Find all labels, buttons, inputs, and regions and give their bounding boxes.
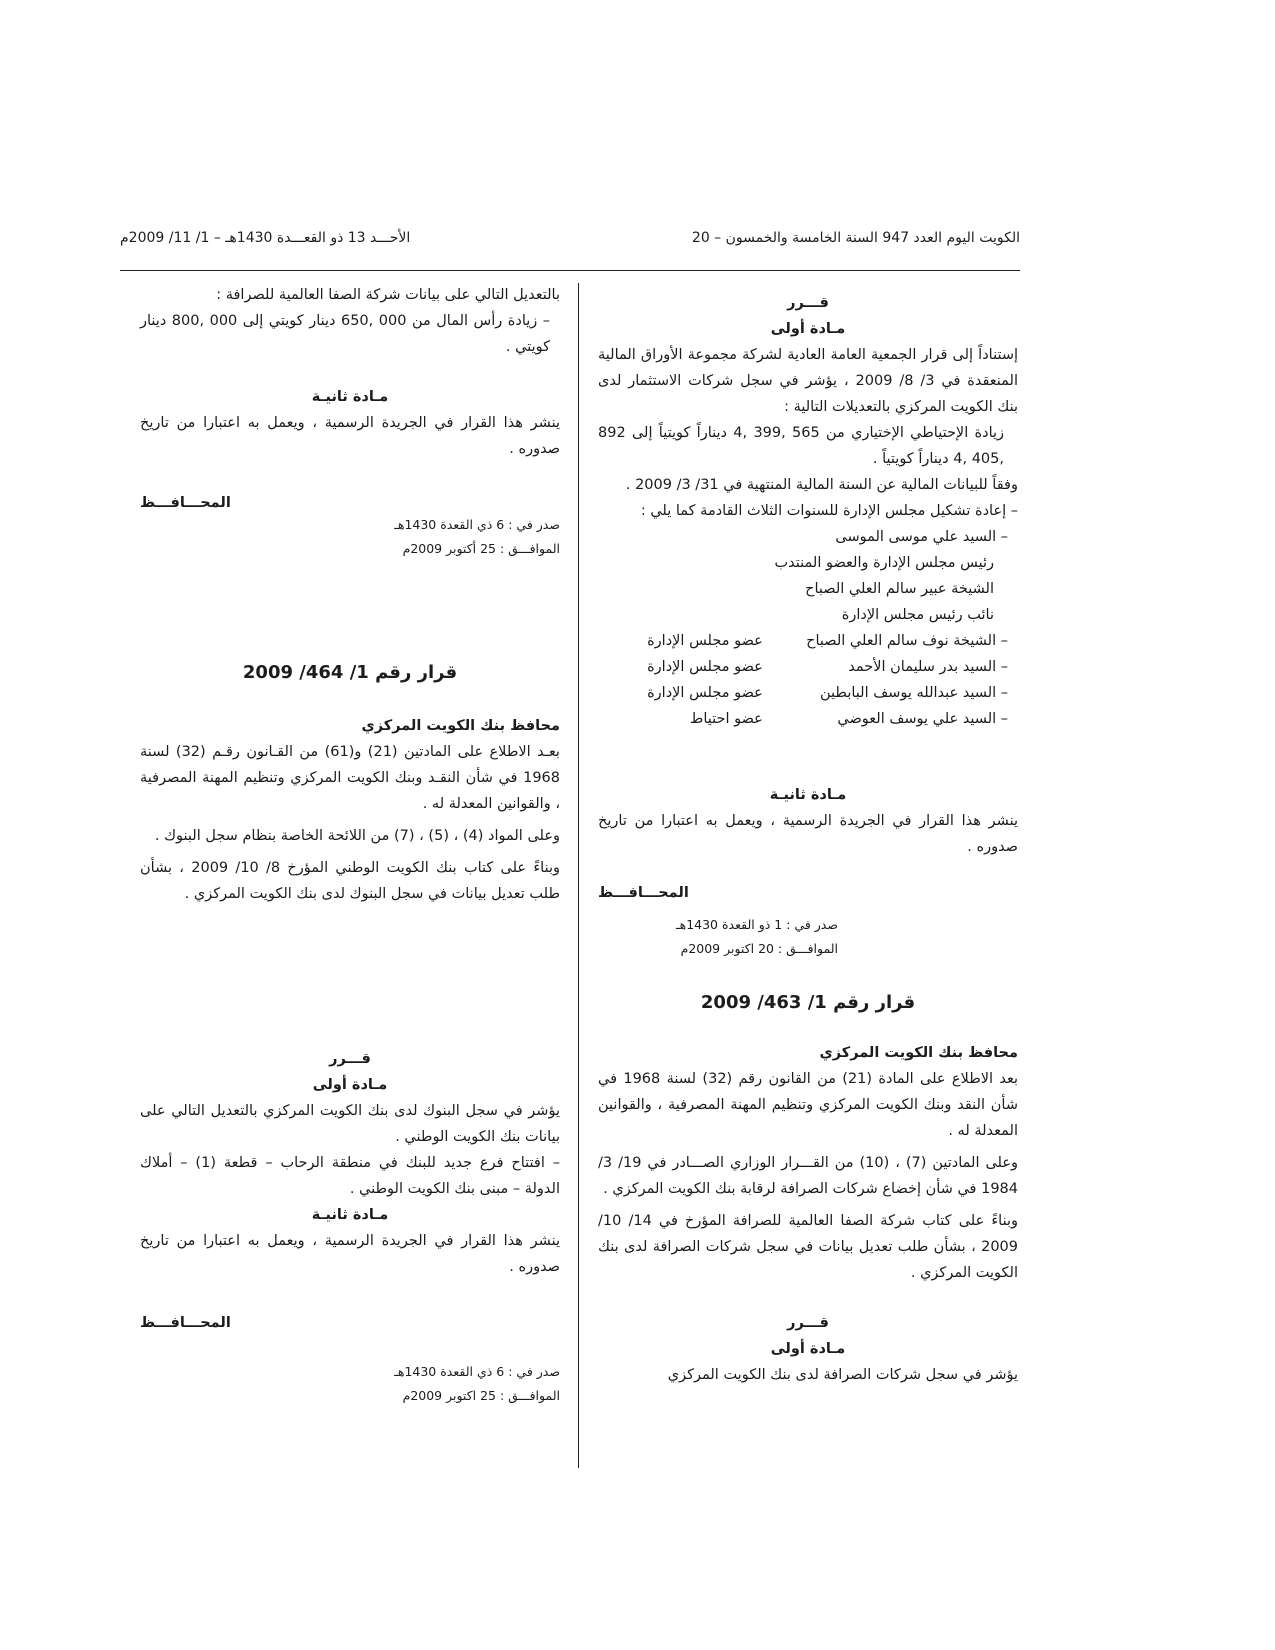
article-2-title: مـادة ثانيـة <box>311 389 389 405</box>
left-article-2 <box>140 384 560 462</box>
board-member-row <box>598 706 1018 732</box>
issue-date: صدر في : 6 ذي القعدة 1430هـ <box>394 1364 560 1379</box>
decision-464-article-1-item: – افتتاح فرع جديد للبنك في منطقة الرحاب – قطعة (1) – أملاك الدولة – مبنى بنك الكويت الوطني . <box>140 1155 561 1197</box>
decision-463-article-1-text: يؤشر في سجل شركات الصرافة لدى بنك الكويت المركزي <box>667 1367 1018 1383</box>
left-issue-dates-2 <box>140 1360 560 1408</box>
board-member-name: – السيد علي يوسف العوضي <box>837 711 1008 727</box>
capital-increase-item: – زيادة رأس المال من 000 ,650 دينار كويتي إلى 000 ,800 دينار كويتي . <box>140 313 551 355</box>
decision-464-article-1-title: مـادة أولى <box>312 1077 388 1093</box>
decision-464-articles <box>140 1046 560 1280</box>
right-signature-block <box>598 880 1018 906</box>
board-member-role: عضو مجلس الإدارة <box>647 633 763 649</box>
governor-signature: المحـــافـــظ <box>140 495 231 511</box>
board-member-role: عضو مجلس الإدارة <box>647 659 763 675</box>
article-2-title: مـادة ثانيـة <box>769 787 847 803</box>
left-column-block-1 <box>140 282 560 360</box>
issue-date: صدر في : 6 ذي القعدة 1430هـ <box>394 517 560 532</box>
decision-463-paragraph-3: وبناءً على كتاب شركة الصفا العالمية للصرافة المؤرخ في 14/ 10/ 2009 ، بشأن طلب تعديل بيانات في سجل شركات الصرافة لدى بنك الكويت المركزي . <box>598 1213 1018 1281</box>
decision-464-body <box>140 713 560 907</box>
decision-463-article-1-title: مـادة أولى <box>770 1341 846 1357</box>
decision-464-article-2-title: مـادة ثانيـة <box>311 1207 389 1223</box>
header-date: الأحـــد 13 ذو القعـــدة 1430هـ – 1/ 11/ 2009م <box>120 230 411 246</box>
board-member-name: – السيد عبدالله يوسف البابطين <box>820 685 1008 701</box>
corresponding-date: الموافـــق : 25 أكتوبر 2009م <box>402 541 560 556</box>
right-issue-dates <box>598 913 1018 961</box>
board-member-role: عضو احتياط <box>689 711 763 727</box>
decision-464-paragraph-2: وعلى المواد (4) ، (5) ، (7) من اللائحة الخاصة بنظام سجل البنوك . <box>154 828 560 844</box>
right-column-block-2 <box>598 782 1018 860</box>
corresponding-date: الموافـــق : 25 اكتوبر 2009م <box>402 1388 560 1403</box>
header-issue-info: الكويت اليوم العدد 947 السنة الخامسة والخمسون – 20 <box>691 230 1020 246</box>
governor-signature: المحـــافـــظ <box>140 1315 231 1331</box>
column-divider <box>578 283 579 1468</box>
decision-463-issuer: محافظ بنك الكويت المركزي <box>819 1045 1018 1061</box>
left-signature-block-2 <box>140 1310 560 1336</box>
corresponding-date: الموافـــق : 20 اكتوبر 2009م <box>680 941 838 956</box>
board-member-role: عضو مجلس الإدارة <box>647 685 763 701</box>
board-member-role: رئيس مجلس الإدارة والعضو المنتدب <box>774 555 994 571</box>
board-member-name: – السيد علي موسى الموسى <box>835 529 1008 545</box>
decision-464-paragraph-3: وبناءً على كتاب بنك الكويت الوطني المؤرخ 8/ 10/ 2009 ، بشأن طلب تعديل بيانات في سجل البنوك لدى بنك الكويت المركزي . <box>140 860 560 902</box>
decision-464-issuer: محافظ بنك الكويت المركزي <box>361 718 560 734</box>
page-header <box>120 230 1020 260</box>
board-member-name: – السيد بدر سليمان الأحمد <box>848 659 1008 675</box>
decision-464-block <box>140 660 560 686</box>
decision-464-title: قرار رقم 1/ 464/ 2009 <box>242 662 458 683</box>
board-member-role: نائب رئيس مجلس الإدارة <box>841 607 994 623</box>
left-issue-dates <box>140 513 560 561</box>
board-member-name: – الشيخة نوف سالم العلي الصباح <box>806 633 1008 649</box>
continued-paragraph: بالتعديل التالي على بيانات شركة الصفا العالمية للصرافة : <box>216 287 560 303</box>
decision-word: قـــرر <box>787 295 829 311</box>
decision-463-title: قرار رقم 1/ 463/ 2009 <box>700 992 916 1013</box>
decision-464-article-2-text: ينشر هذا القرار في الجريدة الرسمية ، ويعمل به اعتبارا من تاريخ صدوره . <box>140 1233 560 1275</box>
article-2-text: ينشر هذا القرار في الجريدة الرسمية ، ويعمل به اعتبارا من تاريخ صدوره . <box>140 415 560 457</box>
issue-date: صدر في : 1 ذو القعدة 1430هـ <box>675 917 838 932</box>
governor-signature: المحـــافـــظ <box>598 885 689 901</box>
board-member-row <box>598 628 1018 654</box>
decision-463-decision-word: قـــرر <box>787 1315 829 1331</box>
header-rule <box>120 270 1020 271</box>
article-1-board-reform: – إعادة تشكيل مجلس الإدارة للسنوات الثلاث القادمة كما يلي : <box>640 503 1018 519</box>
decision-464-article-1-text: يؤشر في سجل البنوك لدى بنك الكويت المركزي بالتعديل التالي على بيانات بنك الكويت الوطني . <box>140 1103 560 1145</box>
board-members-table <box>598 628 1018 732</box>
decision-463-paragraph-2: وعلى المادتين (7) ، (10) من القـــرار الوزاري الصـــادر في 19/ 3/ 1984 في شأن إخضاع شركات الصرافة لرقابة بنك الكويت المركزي . <box>598 1155 1018 1197</box>
article-1-reserve: زيادة الإحتياطي الإختياري من 565 ,399 ,4 ديناراً كويتياً إلى 892 ,405 ,4 ديناراً كويتياً . <box>598 425 1005 467</box>
article-1-financials: وفقاً للبيانات المالية عن السنة المالية المنتهية في 31/ 3/ 2009 . <box>625 477 1018 493</box>
right-column-block-1 <box>598 290 1018 732</box>
article-1-paragraph: إستناداً إلى قرار الجمعية العامة العادية لشركة مجموعة الأوراق المالية المنعقدة في 3/ 8/ 2009 ، يؤشر في سجل شركات الاستثمار لدى بنك الكويت المركزي بالتعديلات التالية : <box>598 347 1019 415</box>
board-member-name: الشيخة عبير سالم العلي الصباح <box>805 581 994 597</box>
board-member-row <box>598 680 1018 706</box>
article-1-title: مـادة أولى <box>770 321 846 337</box>
decision-464-paragraph-1: بعـد الاطلاع على المادتين (21) و(61) من القـانون رقـم (32) لسنة 1968 في شأن النقـد وبنك الكويت المركزي وتنظيم المهنة المصرفية ، والقوانين المعدلة له . <box>140 744 560 812</box>
decision-463-block <box>598 990 1018 1016</box>
decision-464-decision-word: قـــرر <box>329 1051 371 1067</box>
decision-463-paragraph-1: بعد الاطلاع على المادة (21) من القانون رقم (32) لسنة 1968 في شأن النقد وبنك الكويت المركزي وتنظيم المهنة المصرفية ، والقوانين المعدلة له . <box>598 1071 1019 1139</box>
article-2-text: ينشر هذا القرار في الجريدة الرسمية ، ويعمل به اعتبارا من تاريخ صدوره . <box>598 813 1018 855</box>
decision-463-body <box>598 1040 1018 1388</box>
board-member-row <box>598 654 1018 680</box>
